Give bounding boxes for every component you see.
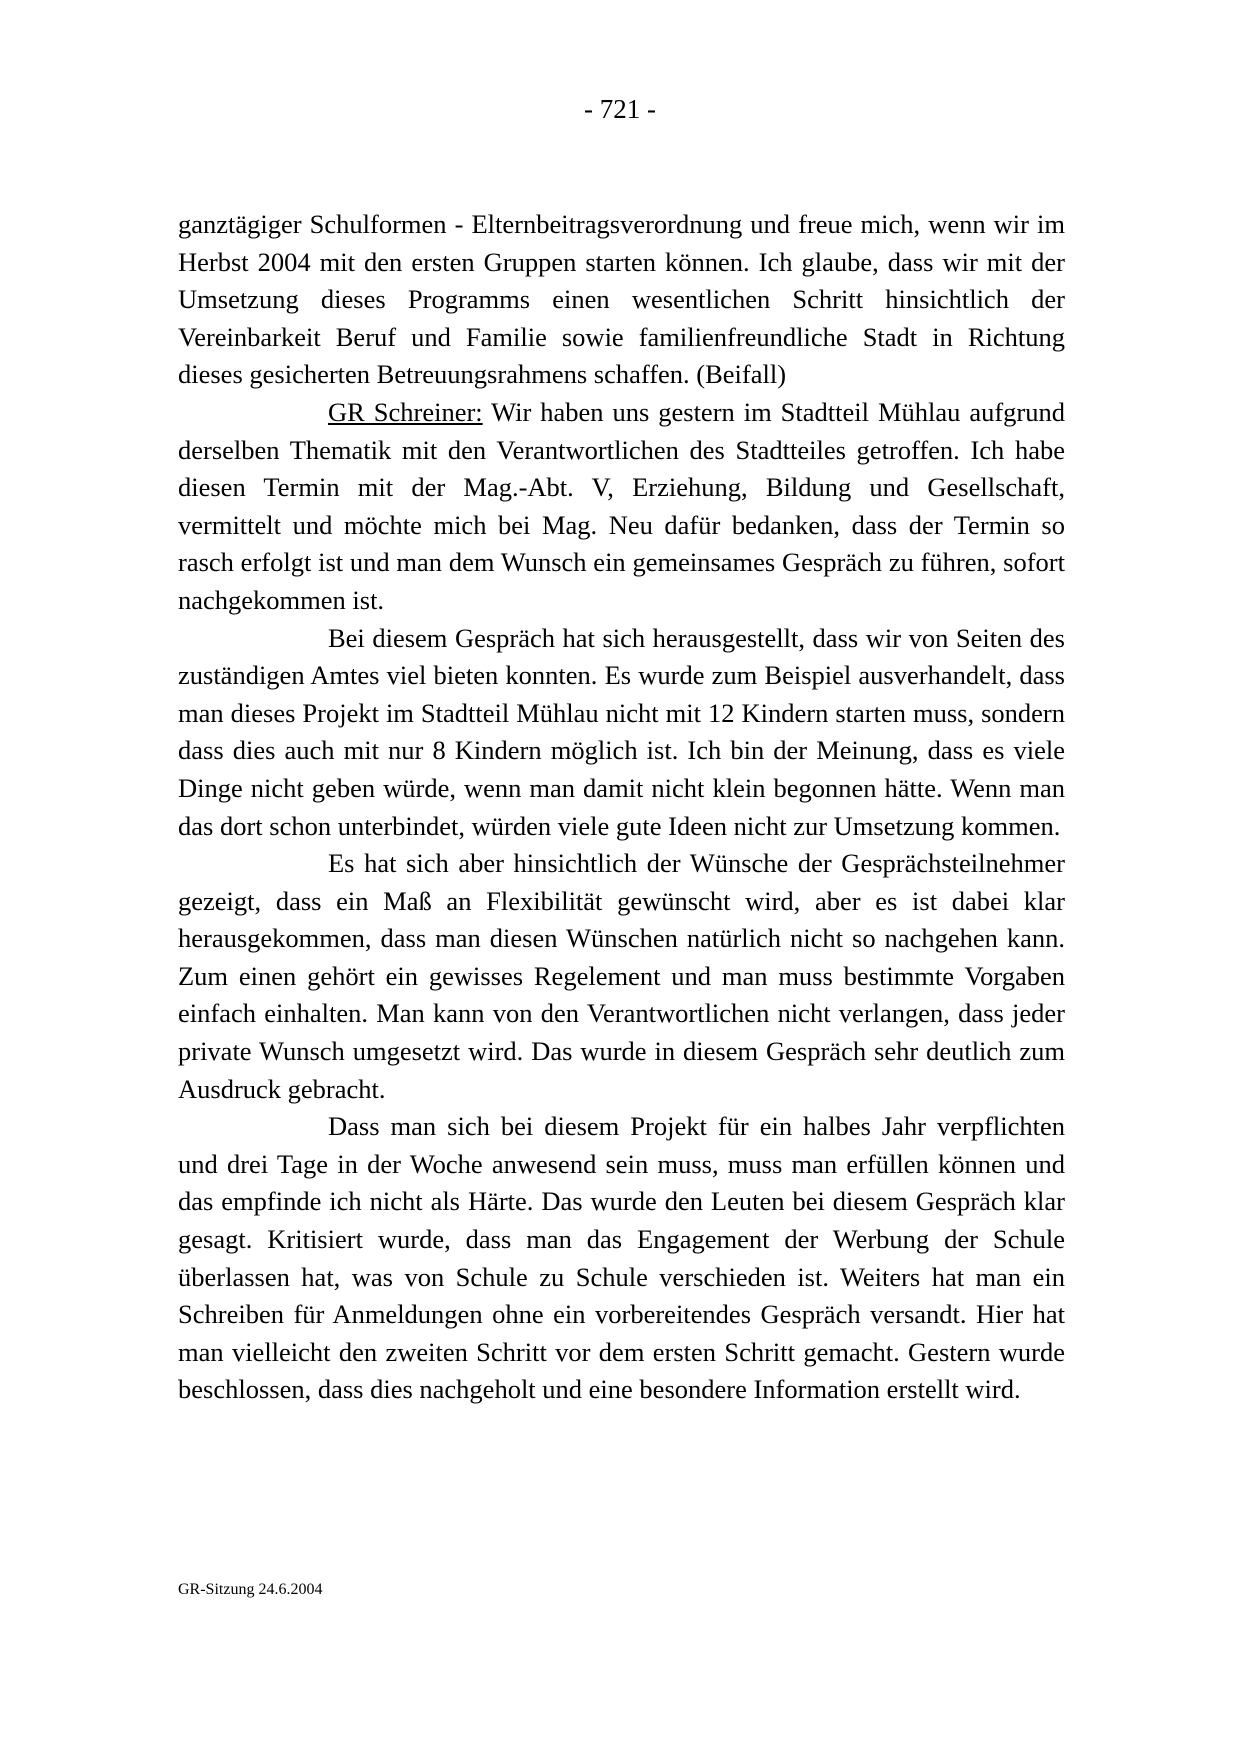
paragraph-speaker-statement — [178, 394, 1065, 620]
paragraph: Bei diesem Gespräch hat sich herausgestellt, dass wir von Seiten des zuständigen Amtes viel bieten konnten. Es wurde zum Beispiel ausverhandelt, dass man dieses Projekt im Stadtteil Mühlau nicht mit 12 Kindern starten muss, sondern dass dies auch mit nur 8 Kindern möglich ist. Ich bin der Meinung, dass es viele Dinge nicht geben würde, wenn man damit nicht klein begonnen hätte. Wenn man das dort schon unterbindet, würden viele gute Ideen nicht zur Umsetzung kommen. — [178, 622, 1065, 841]
page-number: - 721 - — [584, 94, 656, 124]
speaker-statement-text: Wir haben uns gestern im Stadtteil Mühlau aufgrund derselben Thematik mit den Verantwortlichen des Stadtteiles getroffen. Ich habe diesen Termin mit der Mag.-Abt. V, Erziehung, Bildung und Gesellschaft, vermittelt und möchte mich bei Mag. Neu dafür bedanken, dass der Termin so rasch erfolgt ist und man dem Wunsch ein gemeinsames Gespräch zu führen, sofort nachgekommen ist. — [178, 396, 1065, 615]
document-body — [178, 206, 1065, 1409]
paragraph: Es hat sich aber hinsichtlich der Wünsche der Gesprächsteilnehmer gezeigt, dass ein Maß an Flexibilität gewünscht wird, aber es ist dabei klar herausgekommen, dass man diesen Wünschen natürlich nicht so nachgehen kann. Zum einen gehört ein gewisses Regelement und man muss bestimmte Vorgaben einfach einhalten. Man kann von den Verantwortlichen nicht verlangen, dass jeder private Wunsch umgesetzt wird. Das wurde in diesem Gespräch sehr deutlich zum Ausdruck gebracht. — [178, 848, 1065, 1104]
speaker-name: GR Schreiner: — [328, 396, 483, 427]
paragraph-continuation: ganztägiger Schulformen - Elternbeitragsverordnung und freue mich, wenn wir im Herbst 2004 mit den ersten Gruppen starten können. Ich glaube, dass wir mit der Umsetzung dieses Programms einen wesentlichen Schritt hinsichtlich der Vereinbarkeit Beruf und Familie sowie familienfreundliche Stadt in Richtung dieses gesicherten Betreuungsrahmens schaffen. (Beifall) — [178, 209, 1065, 390]
paragraph: Dass man sich bei diesem Projekt für ein halbes Jahr verpflichten und drei Tage in der Woche anwesend sein muss, muss man erfüllen können und das empfinde ich nicht als Härte. Das wurde den Leuten bei diesem Gespräch klar gesagt. Kritisiert wurde, dass man das Engagement der Werbung der Schule überlassen hat, was von Schule zu Schule verschieden ist. Weiters hat man ein Schreiben für Anmeldungen ohne ein vorbereitendes Gespräch versandt. Hier hat man vielleicht den zweiten Schritt vor dem ersten Schritt gemacht. Gestern wurde beschlossen, dass dies nachgeholt und eine besondere Information erstellt wird. — [178, 1111, 1065, 1405]
footer-session-date: GR-Sitzung 24.6.2004 — [178, 1581, 323, 1598]
